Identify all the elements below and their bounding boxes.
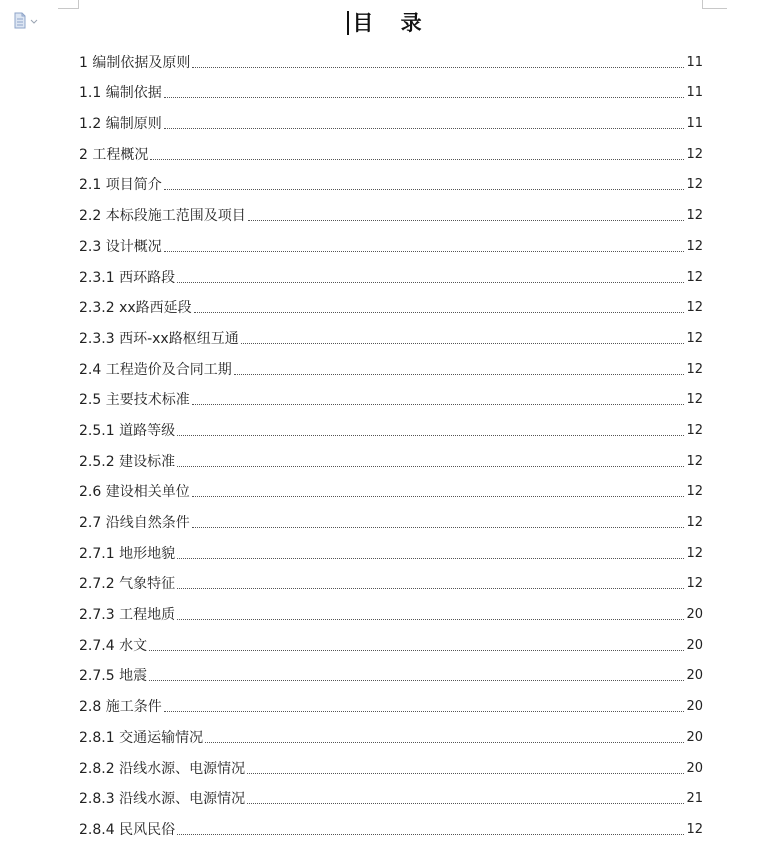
- toc-entry-label: 2.8.2 沿线水源、电源情况: [79, 760, 246, 777]
- text-cursor: [347, 11, 349, 35]
- toc-entry[interactable]: [79, 106, 703, 137]
- toc-entry-page-number: 11: [686, 54, 703, 70]
- toc-entry-label: 2.6 建设相关单位: [79, 484, 190, 501]
- toc-dot-leader: [164, 710, 685, 712]
- toc-entry[interactable]: [79, 352, 703, 383]
- toc-dot-leader: [192, 495, 685, 497]
- toc-dot-leader: [164, 188, 685, 190]
- toc-entry-page-number: 12: [686, 300, 703, 316]
- toc-dot-leader: [248, 219, 685, 221]
- toc-entry-label: 2.7.1 地形地貌: [79, 545, 176, 562]
- toc-entry-page-number: 21: [686, 791, 703, 807]
- toc-entry-label: 2.8.3 沿线水源、电源情况: [79, 791, 246, 808]
- toc-dot-leader: [194, 311, 685, 313]
- toc-dot-leader: [164, 250, 685, 252]
- toc-entry-page-number: 20: [686, 637, 703, 653]
- toc-entry-page-number: 11: [686, 116, 703, 132]
- toc-entry-label: 2.7.2 气象特征: [79, 576, 176, 593]
- toc-entry-page-number: 11: [686, 85, 703, 101]
- toc-entry[interactable]: [79, 383, 703, 414]
- toc-entry-page-number: 12: [686, 515, 703, 530]
- toc-entry[interactable]: [79, 137, 703, 168]
- toc-entry-page-number: 12: [686, 484, 703, 500]
- toc-entry[interactable]: [79, 168, 703, 199]
- toc-entry-page-number: 20: [686, 607, 703, 623]
- toc-entry-label: 2.7.5 地震: [79, 668, 148, 685]
- toc-entry[interactable]: [79, 198, 703, 229]
- toc-entry-page-number: 12: [686, 146, 703, 162]
- toc-entry[interactable]: [79, 628, 703, 659]
- toc-entry-page-number: 12: [686, 821, 703, 837]
- toc-entry[interactable]: [79, 229, 703, 260]
- toc-entry[interactable]: [79, 782, 703, 813]
- toc-entry[interactable]: [79, 291, 703, 322]
- toc-entry-label: 2.5 主要技术标准: [79, 392, 190, 409]
- toc-entry[interactable]: [79, 659, 703, 690]
- toc-entry[interactable]: [79, 751, 703, 782]
- toc-entry[interactable]: [79, 689, 703, 720]
- toc-entry[interactable]: [79, 597, 703, 628]
- toc-dot-leader: [205, 741, 684, 743]
- toc-dot-leader: [247, 772, 684, 774]
- toc-dot-leader: [177, 557, 684, 559]
- toc-entry-label: 2.8.1 交通运输情况: [79, 729, 204, 746]
- toc-entry-label: 2.3.3 西环-xx路枢纽互通: [79, 330, 239, 347]
- toc-entry-page-number: 12: [686, 238, 703, 254]
- toc-dot-leader: [149, 649, 684, 651]
- toc-entry-label: 2.1 项目简介: [79, 177, 162, 194]
- toc-entry-page-number: 12: [686, 361, 703, 377]
- toc-entry-label: 2.7.3 工程地质: [79, 607, 176, 624]
- toc-entry-label: 2.7.4 水文: [79, 637, 148, 654]
- toc-entry[interactable]: [79, 260, 703, 291]
- toc-entry[interactable]: [79, 45, 703, 76]
- toc-entry-page-number: 20: [686, 668, 703, 684]
- toc-entry-label: 2.8.4 民风民俗: [79, 821, 176, 838]
- toc-dot-leader: [164, 127, 685, 129]
- toc-entry-page-number: 12: [686, 545, 703, 561]
- toc-entry-page-number: 12: [686, 208, 703, 224]
- toc-entry-label: 2.3.1 西环路段: [79, 269, 176, 286]
- toc-entry-page-number: 20: [686, 760, 703, 776]
- toc-entry-page-number: 12: [686, 576, 703, 592]
- toc-entry-label: 1.2 编制原则: [79, 116, 162, 133]
- toc-entry[interactable]: [79, 444, 703, 475]
- toc-dot-leader: [192, 403, 685, 405]
- toc-entry-label: 2 工程概况: [79, 146, 149, 163]
- toc-dot-leader: [150, 158, 684, 160]
- toc-entry-page-number: 12: [686, 269, 703, 285]
- toc-dot-leader: [177, 833, 684, 835]
- toc-entry[interactable]: [79, 812, 703, 843]
- toc-dot-leader: [241, 342, 685, 344]
- toc-entry-page-number: 20: [686, 699, 703, 715]
- toc-entry[interactable]: [79, 475, 703, 506]
- toc-entry-label: 2.4 工程造价及合同工期: [79, 361, 232, 378]
- toc-entry-label: 2.5.1 道路等级: [79, 422, 176, 439]
- toc-dot-leader: [177, 434, 684, 436]
- toc-entry[interactable]: [79, 567, 703, 598]
- toc-entry-page-number: 12: [686, 392, 703, 408]
- toc-entry-page-number: 20: [686, 729, 703, 745]
- toc-entry-page-number: 12: [686, 177, 703, 193]
- toc-entry-page-number: 12: [686, 453, 703, 469]
- toc-dot-leader: [247, 802, 684, 804]
- toc-title: 目 录: [352, 10, 432, 35]
- toc-dot-leader: [177, 587, 684, 589]
- toc-dot-leader: [234, 373, 685, 375]
- toc-entry-label: 1.1 编制依据: [79, 85, 162, 102]
- toc-entry-label: 2.3 设计概况: [79, 238, 162, 255]
- toc-entry[interactable]: [79, 321, 703, 352]
- toc-dot-leader: [192, 66, 684, 68]
- title-area: [0, 8, 779, 42]
- toc-entry-page-number: 12: [686, 422, 703, 438]
- toc-dot-leader: [149, 679, 684, 681]
- toc-entry-label: 2.8 施工条件: [79, 699, 162, 716]
- toc-dot-leader: [177, 465, 684, 467]
- toc-dot-leader: [177, 281, 684, 283]
- toc-dot-leader: [177, 618, 684, 620]
- table-of-contents: [79, 45, 703, 843]
- toc-entry[interactable]: [79, 505, 703, 536]
- toc-entry-label: 2.2 本标段施工范围及项目: [79, 208, 246, 225]
- toc-entry[interactable]: [79, 720, 703, 751]
- toc-dot-leader: [192, 526, 685, 528]
- toc-entry-label: 2.7 沿线自然条件: [79, 515, 190, 531]
- toc-entry-page-number: 12: [686, 330, 703, 346]
- toc-entry-label: 2.3.2 xx路西延段: [79, 300, 192, 317]
- toc-entry[interactable]: [79, 413, 703, 444]
- toc-entry[interactable]: [79, 536, 703, 567]
- toc-entry-label: 2.5.2 建设标准: [79, 453, 176, 470]
- toc-dot-leader: [164, 96, 685, 98]
- toc-entry-label: 1 编制依据及原则: [79, 54, 191, 71]
- toc-entry[interactable]: [79, 76, 703, 107]
